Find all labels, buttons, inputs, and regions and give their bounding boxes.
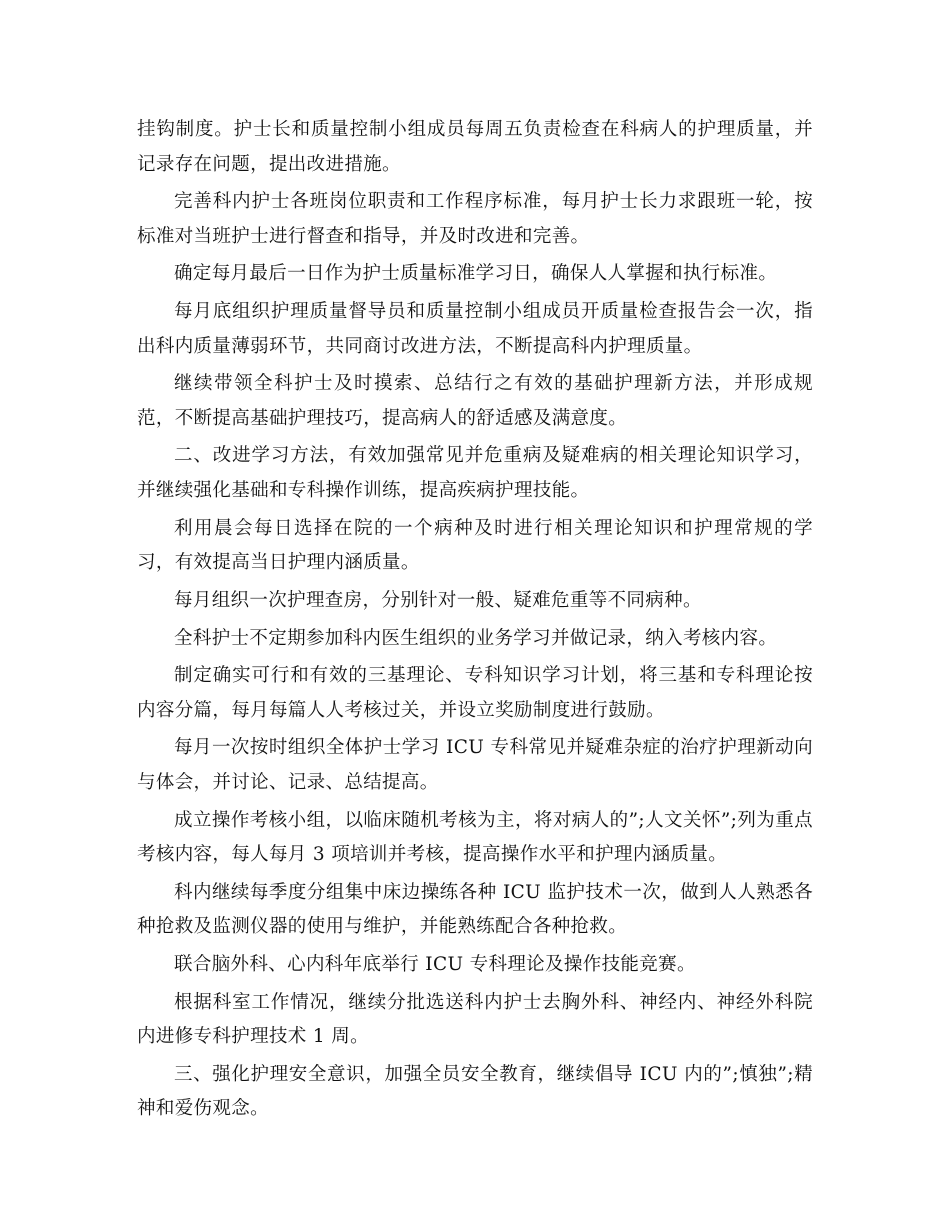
section-heading-paragraph: 三、强化护理安全意识，加强全员安全教育，继续倡导 ICU 内的”;慎独”;精神和爱伤观念。: [137, 1063, 813, 1120]
document-body: [137, 113, 813, 1130]
paragraph: 继续带领全科护士及时摸索、总结行之有效的基础护理新方法，并形成规范，不断提高基础护理技巧，提高病人的舒适感及满意度。: [137, 373, 813, 429]
paragraph: 利用晨会每日选择在院的一个病种及时进行相关理论知识和护理常规的学习，有效提高当日护理内涵质量。: [137, 517, 813, 574]
paragraph: 每月组织一次护理查房，分别针对一般、疑难危重等不同病种。: [174, 589, 702, 611]
paragraph-continuation: 挂钩制度。护士长和质量控制小组成员每周五负责检查在科病人的护理质量，并记录存在问题，提出改进措施。: [137, 119, 813, 175]
paragraph: 成立操作考核小组，以临床随机考核为主，将对病人的”;人文关怀”;列为重点考核内容，每人每月 3 项培训并考核，提高操作水平和护理内涵质量。: [137, 809, 813, 866]
paragraph: 完善科内护士各班岗位职责和工作程序标准，每月护士长力求跟班一轮，按标准对当班护士进行督查和指导，并及时改进和完善。: [137, 191, 813, 247]
paragraph: 制定确实可行和有效的三基理论、专科知识学习计划，将三基和专科理论按内容分篇，每月每篇人人考核过关，并设立奖励制度进行鼓励。: [137, 665, 813, 721]
paragraph: 确定每月最后一日作为护士质量标准学习日，确保人人掌握和执行标准。: [174, 263, 778, 285]
paragraph: 每月底组织护理质量督导员和质量控制小组成员开质量检查报告会一次，指出科内质量薄弱环节，共同商讨改进方法，不断提高科内护理质量。: [137, 301, 813, 357]
paragraph: 联合脑外科、心内科年底举行 ICU 专科理论及操作技能竞赛。: [174, 953, 696, 975]
paragraph: 科内继续每季度分组集中床边操练各种 ICU 监护技术一次，做到人人熟悉各种抢救及监测仪器的使用与维护，并能熟练配合各种抢救。: [137, 881, 813, 938]
paragraph: 全科护士不定期参加科内医生组织的业务学习并做记录，纳入考核内容。: [174, 627, 778, 649]
paragraph: 根据科室工作情况，继续分批选送科内护士去胸外科、神经内、神经外科院内进修专科护理技术 1 周。: [137, 991, 813, 1048]
paragraph: 每月一次按时组织全体护士学习 ICU 专科常见并疑难杂症的治疗护理新动向与体会，并讨论、记录、总结提高。: [137, 737, 813, 793]
section-heading-paragraph: 二、改进学习方法，有效加强常见并危重病及疑难病的相关理论知识学习，并继续强化基础和专科操作训练，提高疾病护理技能。: [137, 445, 813, 501]
